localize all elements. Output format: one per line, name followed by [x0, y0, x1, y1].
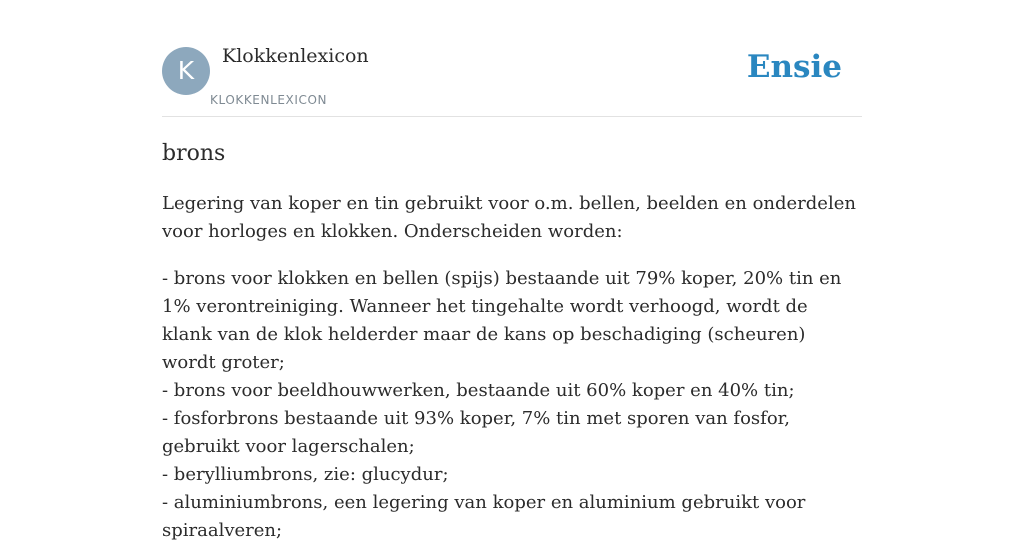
- source-name-link[interactable]: Klokkenlexicon: [222, 45, 369, 67]
- article: [162, 138, 862, 545]
- article-intro: Legering van koper en tin gebruikt voor o.m. bellen, beelden en onderdelen voor horloges en klokken. Onderscheiden worden:: [162, 193, 856, 242]
- source-avatar[interactable]: K: [162, 47, 210, 95]
- source-subtitle: KLOKKENLEXICON: [210, 93, 328, 107]
- list-item: - brons voor klokken en bellen (spijs) bestaande uit 79% koper, 20% tin en 1% verontreiniging. Wanneer het tingehalte wordt verhoogd, wordt de klank van de klok helderder maar de kans op beschadiging (scheuren) wordt groter;: [162, 268, 842, 373]
- list-item: - berylliumbrons, zie: glucydur;: [162, 464, 449, 485]
- ensie-logo-link[interactable]: Ensie: [746, 49, 842, 85]
- article-list: [162, 265, 862, 545]
- header: [162, 0, 862, 117]
- list-item: - fosforbrons bestaande uit 93% koper, 7% tin met sporen van fosfor, gebruikt voor lagerschalen;: [162, 408, 791, 457]
- article-title: brons: [162, 141, 226, 166]
- list-item: - aluminiumbrons, een legering van koper en aluminium gebruikt voor spiraalveren;: [162, 492, 806, 541]
- list-item: - brons voor beeldhouwwerken, bestaande uit 60% koper en 40% tin;: [162, 380, 795, 401]
